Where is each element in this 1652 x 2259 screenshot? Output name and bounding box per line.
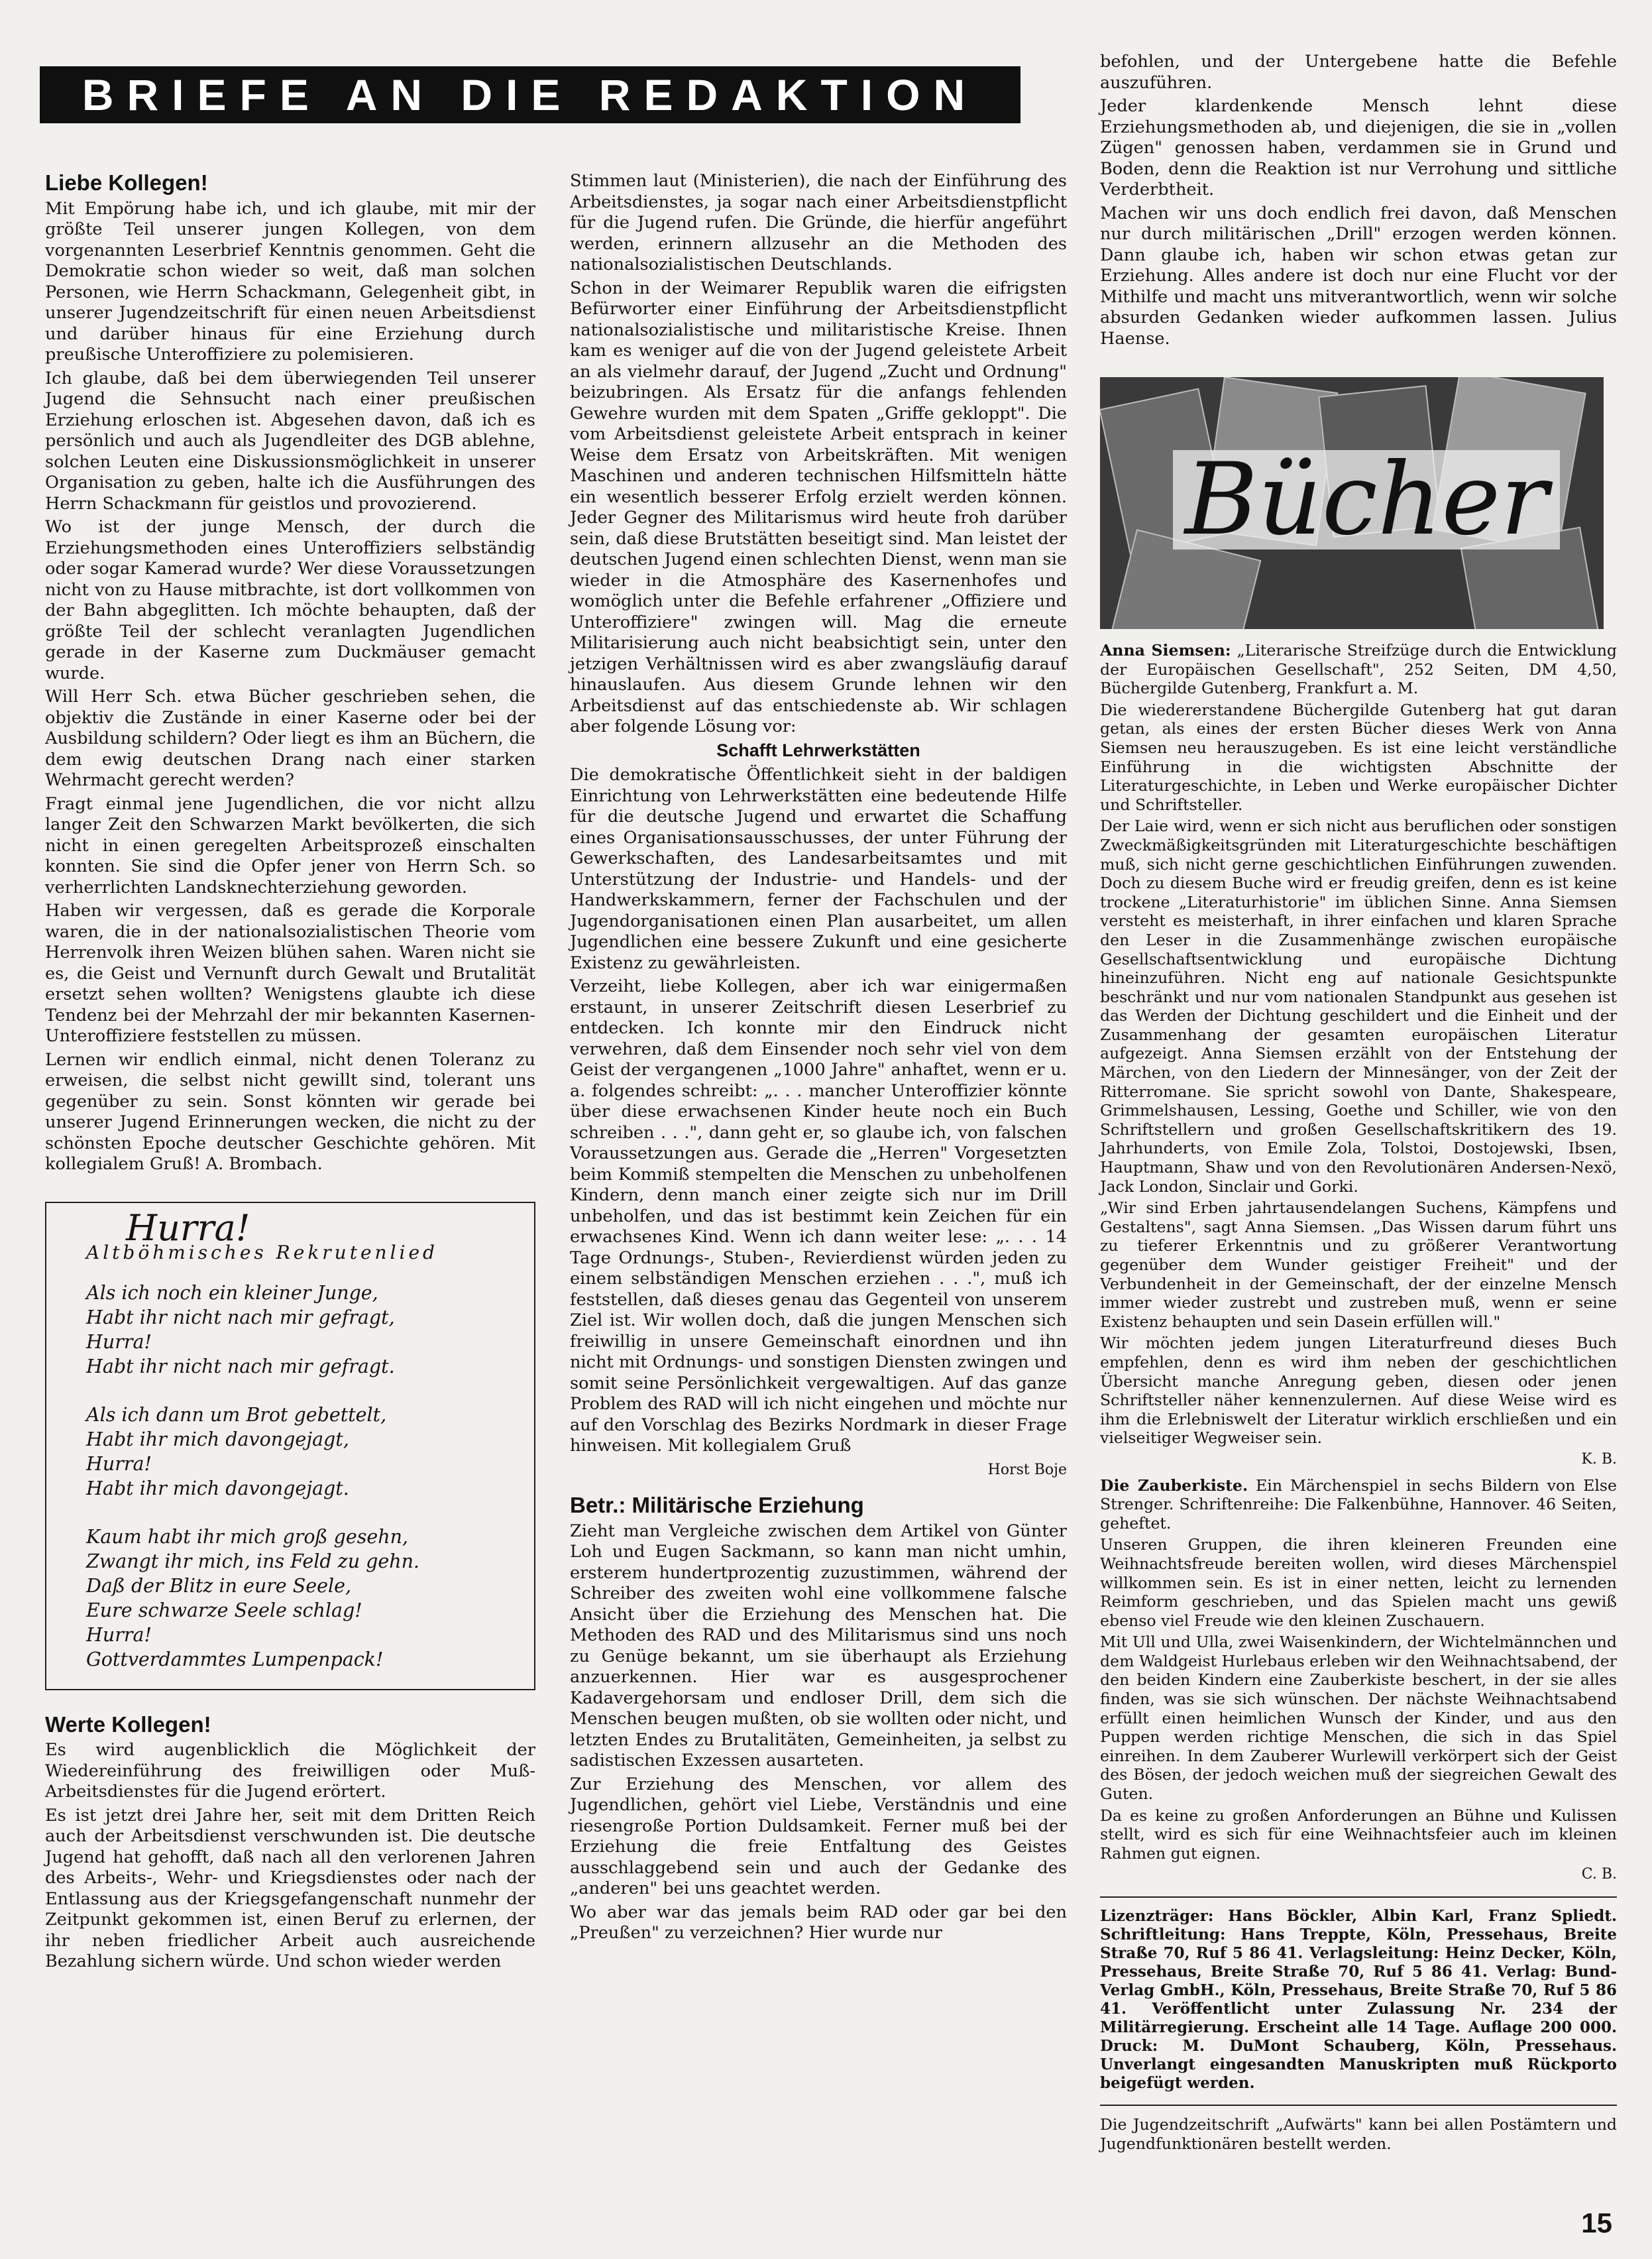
column-1 (45, 172, 535, 1975)
letter2-paragraph: Verzeiht, liebe Kollegen, aber ich war einigermaßen erstaunt, in unserer Zeitschrift diesen Leserbrief zu entdecken. Ich konnte mir den Eindruck nicht verwehren, daß dem Einsender noch sehr viel von dem Geist der vergangenen „1000 Jahre" anhaftet, wenn er u. a. folgendes schreibt: „. . . mancher Unteroffizier könnte über diese erwachsenen Kinder heute noch ein Buch schreiben . . .", dann geht er, so glaube ich, von falschen Voraussetzungen aus. Gerade die „Herren" Vorgesetzten beim Kommiß stempelten die Menschen zu unbeholfenen Kindern, denn manch einer zeigte sich nur im Drill unbeholfen, und das ist bestimmt kein Zeichen für ein erwachsenes Kind. Wenn ich dann weiter lese: „. . . 14 Tage Ordnungs-, Stuben-, Revierdienst würden jeden zu einem selbständigen Menschen erziehen . . .", muß ich feststellen, daß dieses genau das Gegenteil von unserem Ziel ist. Wir wollen doch, daß die jungen Menschen sich freiwillig in unsere Gemeinschaft einordnen und ihn nicht mit Ordnungs- und sonstigen Diensten zwingen und somit seine Persönlichkeit vergewaltigen. Auf das ganze Problem des RAD will ich nicht eingehen und möchte nur auf den Vorschlag des Bezirks Nordmark in dieser Frage hinweisen. Mit kollegialem Gruß (570, 976, 1067, 1456)
letter1-paragraph: Haben wir vergessen, daß es gerade die Korporale waren, die in der nationalsozialistischen Theorie vom Herrenvolk ihren Weizen blühen sahen. Waren nicht sie es, die Geist und Vernunft durch Gewalt und Brutalität ersetzt sehen wollten? Wenigstens glaubte ich diese Tendenz bei der Mehrzahl der mir bekannten Kasernen-Unteroffiziere feststellen zu müssen. (45, 901, 535, 1046)
letter3-paragraph: Zur Erziehung des Menschen, vor allem des Jugendlichen, gehört viel Liebe, Verständnis und eine riesengroße Portion Duldsamkeit. Ferner muß bei der Erziehung die freie Entfaltung des Geistes ausschlaggebend sein und auch der Gedanke des „anderen" bei uns geachtet werden. (570, 1774, 1067, 1898)
review-paragraph: Unseren Gruppen, die ihren kleineren Freunden eine Weihnachtsfreude bereiten wollen, wird dieses Märchenspiel willkommen sein. Es ist in einer netten, leicht zu lernenden Reimform geschrieben, und das Spielen macht uns gewiß ebenso viel Freude wie den kleinen Zuschauern. (1100, 1535, 1617, 1630)
books-title: Bücher (1173, 450, 1560, 550)
divider (1100, 1896, 1617, 1898)
review-paragraph: Der Laie wird, wenn er sich nicht aus beruflichen oder sonstigen Zweckmäßigkeitsgründen mit Literaturgeschichte beschäftigen muß, sich nicht gerne geschichtlichen Einführungen zuwenden. Doch zu diesem Buche wird er freudig greifen, denn es ist keine trockene „Literaturhistorie" im üblichen Sinne. Anna Siemsen versteht es meisterhaft, in ihrer einfachen und klaren Sprache den Leser in die Zusammenhänge zwischen europäische Gesellschaftsentwicklung und europäische Dichtung hineinzuführen. Nicht eng auf nationale Gesichtspunkte beschränkt und nur vom nationalen Standpunkt aus gesehen ist das Werden der Dichtung geschildert und die Einheit und der Zusammenhang der gesamten europäischen Literatur aufgezeigt. Anna Siemsen erzählt von der Entstehung der Märchen, von den Liedern der Minnesänger, von der Zeit der Ritterromane. Sie spricht sowohl von Dante, Shakespeare, Grimmelshausen, Lessing, Goethe und Schiller, wie von den Schriftstellern und großen Gesellschaftskritikern des 19. Jahrhunderts, von Emile Zola, Tolstoi, Dostojewski, Ibsen, Hauptmann, Shaw und von den Revolutionären Andersen-Nexö, Jack London, Sinclair und Gorki. (1100, 817, 1617, 1196)
poem-line: Als ich noch ein kleiner Junge, (86, 1281, 378, 1304)
letter1-paragraph: Fragt einmal jene Jugendlichen, die vor nicht allzu langer Zeit den Schwarzen Markt bevölkerten, die sich nicht in einen geregelten Arbeitsprozeß einschalten konnten. Sie sind die Opfer jener von Herrn Sch. so verherrlichten Landsknechterziehung geworden. (45, 793, 535, 898)
review-paragraph: Wir möchten jedem jungen Literaturfreund dieses Buch empfehlen, denn es wird ihm neben der geschichtlichen Übersicht manche Anregung geben, diesen oder jenen Schriftsteller näher kennenzulernen. Auf diese Weise wird es ihm die Erlebniswelt der Literatur wirklich erschließen und ein vielseitiger Wegweiser sein. (1100, 1334, 1617, 1448)
poem-line: Habt ihr nicht nach mir gefragt. (86, 1355, 395, 1377)
review-title: Ein Märchenspiel in sechs Bildern von Else Strenger. Schriftenreihe: Die Falkenbühne, Hannover. 46 Seiten, geheftet. (1100, 1476, 1617, 1533)
poem-line: Eure schwarze Seele schlag! (86, 1599, 362, 1621)
footer-note: Die Jugendzeitschrift „Aufwärts" kann bei allen Postämtern und Jugendfunktionären bestellt werden. (1100, 2115, 1617, 2153)
poem-title: Hurra! (126, 1206, 250, 1249)
book-review-1 (1100, 641, 1617, 1470)
imprint: Lizenzträger: Hans Böckler, Albin Karl, Franz Spliedt. Schriftleitung: Hans Treppte, Köln, Pressehaus, Breite Straße 70, Ruf 5 86 41. Verlagsleitung: Heinz Decker, Köln, Pressehaus, Breite Straße 70, Ruf 5 86 41. Verlag: Bund-Verlag GmbH., Köln, Pressehaus, Breite Straße 70, Ruf 5 86 41. Veröffentlicht unter Zulassung Nr. 234 der Militärregierung. Erscheint alle 14 Tage. Auflage 200 000. Druck: M. DuMont Schauberg, Köln, Pressehaus. Unverlangt eingesandten Manuskripten muß Rückporto beigefügt werden. (1100, 1907, 1617, 2092)
poem-line: Hurra! (86, 1452, 152, 1475)
poem-line: Habt ihr mich davongejagt, (86, 1428, 349, 1450)
letter2-paragraph: Es wird augenblicklich die Möglichkeit der Wiedereinführung des freiwilligen oder Muß-Arbeitsdienstes für die Jugend erörtert. (45, 1740, 535, 1802)
column-3 (1100, 52, 1617, 2153)
letter2-heading: Werte Kollegen! (45, 1711, 211, 1737)
letter2-paragraph: Stimmen laut (Ministerien), die nach der Einführung des Arbeitsdienstes, ja sogar nach einer Arbeitsdienstpflicht für die Jugend rufen. Die Gründe, die hierfür angeführt werden, erinnern allzusehr an die Methoden des nationalsozialistischen Deutschlands. (570, 171, 1067, 274)
letter1-paragraph: Will Herr Sch. etwa Bücher geschrieben sehen, die objektiv die Zustände in einer Kaserne oder bei der Ausbildung schildern? Oder liegt es ihm an Büchern, die dem ewig deutschen Drang nach einer starken Wehrmacht gerecht werden? (45, 687, 535, 790)
poem-line: Kaum habt ihr mich groß gesehn, (86, 1525, 408, 1548)
poem-line: Zwangt ihr mich, ins Feld zu gehn. (86, 1550, 419, 1572)
poem-line: Daß der Blitz in eure Seele, (86, 1574, 352, 1597)
letter3-paragraph: Zieht man Vergleiche zwischen dem Artikel von Günter Loh und Eugen Sackmann, so kann man nicht umhin, ersterem hundertprozentig zuzustimmen, während der Schreiber des zweiten wohl eine vollkommene falsche Ansicht über die Erziehung des Menschen hat. Die Methoden des RAD und des Militarismus sind uns noch zu Genüge bekannt, um sie überhaupt als Erziehung anzuerkennen. Hier war es ausgesprochener Kadavergehorsam und endloser Drill, dem sich die Menschen beugen mußten, ob sie wollten oder nicht, und letzten Endes zu Brutalitäten, Gemeinheiten, ja selbst zu sadistischen Exzessen ausarteten. (570, 1521, 1067, 1770)
poem-line: Gottverdammtes Lumpenpack! (86, 1648, 384, 1670)
letter1-paragraph: Lernen wir endlich einmal, nicht denen Toleranz zu erweisen, die selbst nicht gewillt sind, tolerant uns gegenüber zu sein. Sonst könnten wir gerade bei unserer Jugend Erinnerungen wecken, die nicht zu der schönsten Epoche deutscher Geschichte gehören. Mit kollegialem Gruß! A. Brombach. (45, 1049, 535, 1174)
letter1-paragraph: Mit Empörung habe ich, und ich glaube, mit mir der größte Teil unserer jungen Kollegen, von dem vorgenannten Leserbrief Kenntnis genommen. Geht die Demokratie schon wieder so weit, daß man solchen Personen, wie Herrn Schackmann, Gelegenheit gibt, in unserer Jugendzeitschrift für einen neuen Arbeitsdienst und darüber hinaus für eine Erziehung durch preußische Unteroffiziere zu polemisieren. (45, 198, 535, 365)
poem-line: Habt ihr mich davongejagt. (86, 1477, 349, 1499)
letter3-paragraph: Machen wir uns doch endlich frei davon, daß Menschen nur durch militärischen „Drill" erzogen werden können. Dann glaube ich, haben wir schon etwas getan zur Erziehung. Alles andere ist doch nur eine Flucht vor der Mithilfe und macht uns mitverantwortlich, wenn wir solche absurden Gedanken wieder aufkommen lassen. Julius Haense. (1100, 203, 1617, 349)
review-paragraph: Da es keine zu großen Anforderungen an Bühne und Kulissen stellt, wird es sich für eine Weihnachtsfeier auch im kleinen Rahmen gut eignen. (1100, 1806, 1617, 1863)
books-photo (1100, 377, 1604, 629)
letter3-heading: Betr.: Militärische Erziehung (570, 1493, 864, 1517)
review-title-bold: Die Zauberkiste. (1100, 1476, 1248, 1495)
poem-subtitle: Altböhmisches Rekrutenlied (86, 1242, 438, 1263)
review-paragraph: Mit Ull und Ulla, zwei Waisenkindern, der Wichtelmännchen und dem Waldgeist Hurlebaus erleben wir den Weihnachtsabend, der den beiden Kindern eine Zauberkiste beschert, in der sie alles finden, was sie sich wünschen. Der nächste Weihnachtsabend erfüllt einen heimlichen Wunsch der Kinder, und aus den Puppen werden richtige Menschen, die sich in das Spiel einreihen. In dem Zauberer Wurlewill verkörpert sich der Geist des Bösen, der jedoch weichen muß der siegreichen Gewalt des Guten. (1100, 1633, 1617, 1804)
poem-line: Hurra! (86, 1623, 152, 1646)
poem-line: Hurra! (86, 1330, 152, 1353)
review-signature: K. B. (1581, 1450, 1617, 1468)
review-paragraph: Die wiedererstandene Büchergilde Gutenberg hat gut daran getan, als eines der ersten Bücher dieses Werk von Anna Siemsen neu herauszugeben. Es ist eine leicht verständliche Einführung in die wichtigsten Abschnitte der Literaturgeschichte, in Leben und Werke europäischer Dichter und Schriftsteller. (1100, 700, 1617, 814)
book-review-2 (1100, 1476, 1617, 1884)
divider (1100, 2105, 1617, 2106)
review-signature: C. B. (1581, 1866, 1617, 1883)
page-number: 15 (1581, 2207, 1612, 2238)
letter1-paragraph: Ich glaube, daß bei dem überwiegenden Teil unserer Jugend die Sehnsucht nach einer preußischen Erziehung erloschen ist. Abgesehen davon, daß ich es persönlich und auch als Jugendleiter des DGB ablehne, solchen Leuten eine Diskussionsmöglichkeit in unserer Organisation zu geben, halte ich die Ausführungen des Herrn Schackmann für geistlos und provozierend. (45, 368, 535, 514)
section-banner: BRIEFE AN DIE REDAKTION (40, 66, 1020, 123)
column-2 (570, 171, 1067, 1947)
letter2-signature: Horst Boje (987, 1461, 1067, 1478)
letter1-paragraph: Wo ist der junge Mensch, der durch die Erziehungsmethoden eines Unteroffiziers selbständig oder sogar Kamerad wurde? Wer diese Voraussetzungen nicht von zu Hause mitbrachte, ist dort vollkommen von der Bahn abgeglitten. Ich möchte behaupten, daß der größte Teil der schlecht veranlagten Jugendlichen gerade in der Kaserne zum Duckmäuser gemacht wurde. (45, 517, 535, 683)
letter3-paragraph: befohlen, und der Untergebene hatte die Befehle auszuführen. (1100, 52, 1617, 93)
poem-line: Habt ihr nicht nach mir gefragt, (86, 1306, 395, 1328)
review-title: „Literarische Streifzüge durch die Entwicklung der Europäischen Gesellschaft", 252 Seiten, DM 4,50, Büchergilde Gutenberg, Frankfurt a. M. (1100, 641, 1617, 698)
review-author: Anna Siemsen: (1100, 641, 1231, 660)
letter2-subheading: Schafft Lehrwerkstätten (716, 740, 920, 760)
poem-box (45, 1202, 535, 1690)
letter2-paragraph: Die demokratische Öffentlichkeit sieht in der baldigen Einrichtung von Lehrwerkstätten eine bedeutende Hilfe für die deutsche Jugend und erwartet die Schaffung eines Organisationsausschusses, der unter Führung der Gewerkschaften, des Landesarbeitsamtes und mit Unterstützung der Industrie- und Handels- und der Handwerkskammern, ferner der Fachschulen und der Jugendorganisationen einen Plan ausarbeitet, um allen Jugendlichen eine bessere Zukunft und eine gesicherte Existenz zu gewährleisten. (570, 765, 1067, 973)
letter3-paragraph: Wo aber war das jemals beim RAD oder gar bei den „Preußen" zu verzeichnen? Hier wurde nur (570, 1902, 1067, 1943)
review-paragraph: „Wir sind Erben jahrtausendelangen Suchens, Kämpfens und Gestaltens", sagt Anna Siemsen. „Das Wissen darum führt uns zu tieferer Erkenntnis und zu größerer Verantwortung gegenüber dem Wunder geistiger Freiheit" und der Verbundenheit in der Gemeinschaft, der der einzelne Mensch immer wieder zustrebt und zustreben muß, wenn er seine Existenz behaupten und sein Dasein erfüllen will." (1100, 1198, 1617, 1331)
letter1-heading: Liebe Kollegen! (45, 170, 208, 195)
letter3-paragraph: Jeder klardenkende Mensch lehnt diese Erziehungsmethoden ab, und diejenigen, die sie in „vollen Zügen" genossen haben, verdammen sie in Grund und Boden, denn die Reaktion ist nur Verrohung und sittliche Verderbtheit. (1100, 96, 1617, 200)
poem-line: Als ich dann um Brot gebettelt, (86, 1403, 387, 1426)
letter2-paragraph: Schon in der Weimarer Republik waren die eifrigsten Befürworter einer Einführung der Arbeitsdienstpflicht nationalsozialistische und militaristische Kreise. Ihnen kam es weniger auf die von der Jugend geleistete Arbeit an als vielmehr darauf, der Jugend „Zucht und Ordnung" beizubringen. Als Ersatz für die anfangs fehlenden Gewehre wurden mit dem Spaten „Griffe gekloppt". Die vom Arbeitsdienst geleistete Arbeit entsprach in keiner Weise dem Ersatz von Arbeitskräften. Mit wenigen Maschinen und anderen technischen Hilfsmitteln hätte ein wesentlich besserer Erfolg erzielt werden können. Jeder Gegner des Militarismus wird heute froh darüber sein, daß diese Brutstätten beseitigt sind. Man leistet der deutschen Jugend einen schlechten Dienst, wenn man sie wieder in die Atmosphäre des Kasernenhofes und womöglich unter die Befehle erfahrener „Offiziere und Unteroffiziere" zwingen will. Mag die erneute Militarisierung auch nicht beabsichtigt sein, unter den jetzigen Verhältnissen wird es aber zwangsläufig darauf hinauslaufen. Aus diesem Grunde lehnen wir den Arbeitsdienst auf das entschiedenste ab. Wir schlagen aber folgende Lösung vor: (570, 278, 1067, 736)
letter2-paragraph: Es ist jetzt drei Jahre her, seit mit dem Dritten Reich auch der Arbeitsdienst verschwunden ist. Die deutsche Jugend hat gehofft, daß nach all den verlorenen Jahren des Arbeits-, Wehr- und Kriegsdienstes oder nach der Entlassung aus der Kriegsgefangenschaft nunmehr der Zeitpunkt gekommen ist, einen Beruf zu erlernen, der ihr neben friedlicher Arbeit auch ausreichende Bezahlung sichern würde. Und schon wieder werden (45, 1805, 535, 1971)
